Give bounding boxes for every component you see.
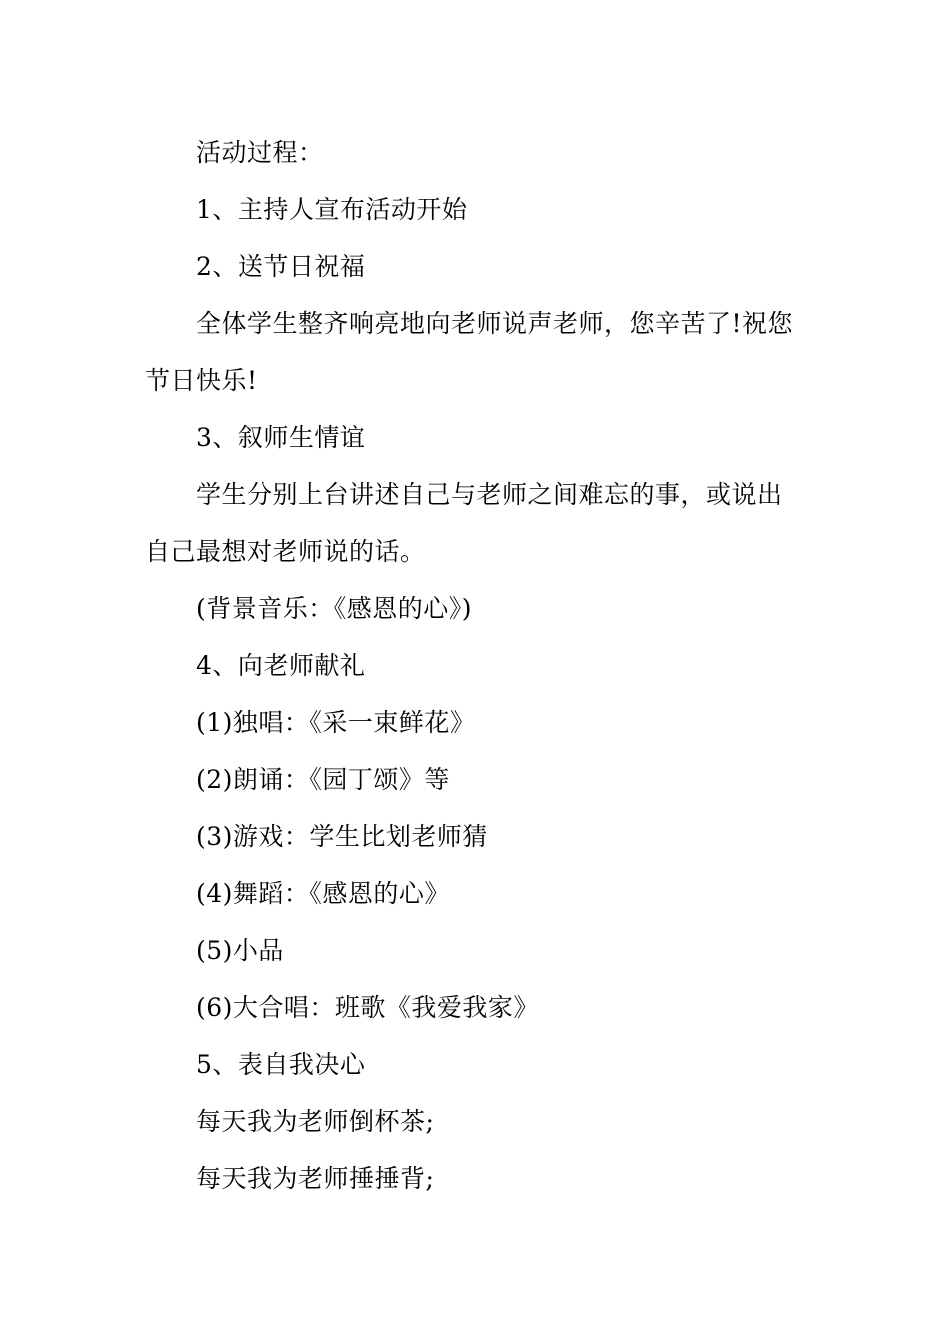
step-4: 4、向老师献礼 [196,651,366,680]
step-1: 1、主持人宣布活动开始 [196,195,468,224]
program-item: (3)游戏：学生比划老师猜 [196,822,488,851]
paragraph-line: 学生分别上台讲述自己与老师之间难忘的事，或说出 [196,480,783,509]
paragraph-line: 自己最想对老师说的话。 [145,537,426,566]
step-2: 2、送节日祝福 [196,252,366,281]
program-item: (1)独唱：《采一束鲜花》 [196,708,476,737]
program-item: (6)大合唱：班歌《我爱我家》 [196,993,539,1022]
program-item: (4)舞蹈：《感恩的心》 [196,879,450,908]
program-item: (2)朗诵：《园丁颂》等 [196,765,450,794]
paragraph-line: 全体学生整齐响亮地向老师说声老师，您辛苦了!祝您 [196,309,794,338]
section-heading-process: 活动过程： [196,138,324,167]
paragraph-line: 节日快乐! [145,366,258,395]
pledge-line: 每天我为老师倒杯茶; [196,1107,435,1136]
step-5: 5、表自我决心 [196,1050,366,1079]
program-item: (5)小品 [196,936,284,965]
pledge-line: 每天我为老师捶捶背; [196,1164,435,1193]
background-music-note: (背景音乐：《感恩的心》) [196,594,473,623]
step-3: 3、叙师生情谊 [196,423,366,452]
